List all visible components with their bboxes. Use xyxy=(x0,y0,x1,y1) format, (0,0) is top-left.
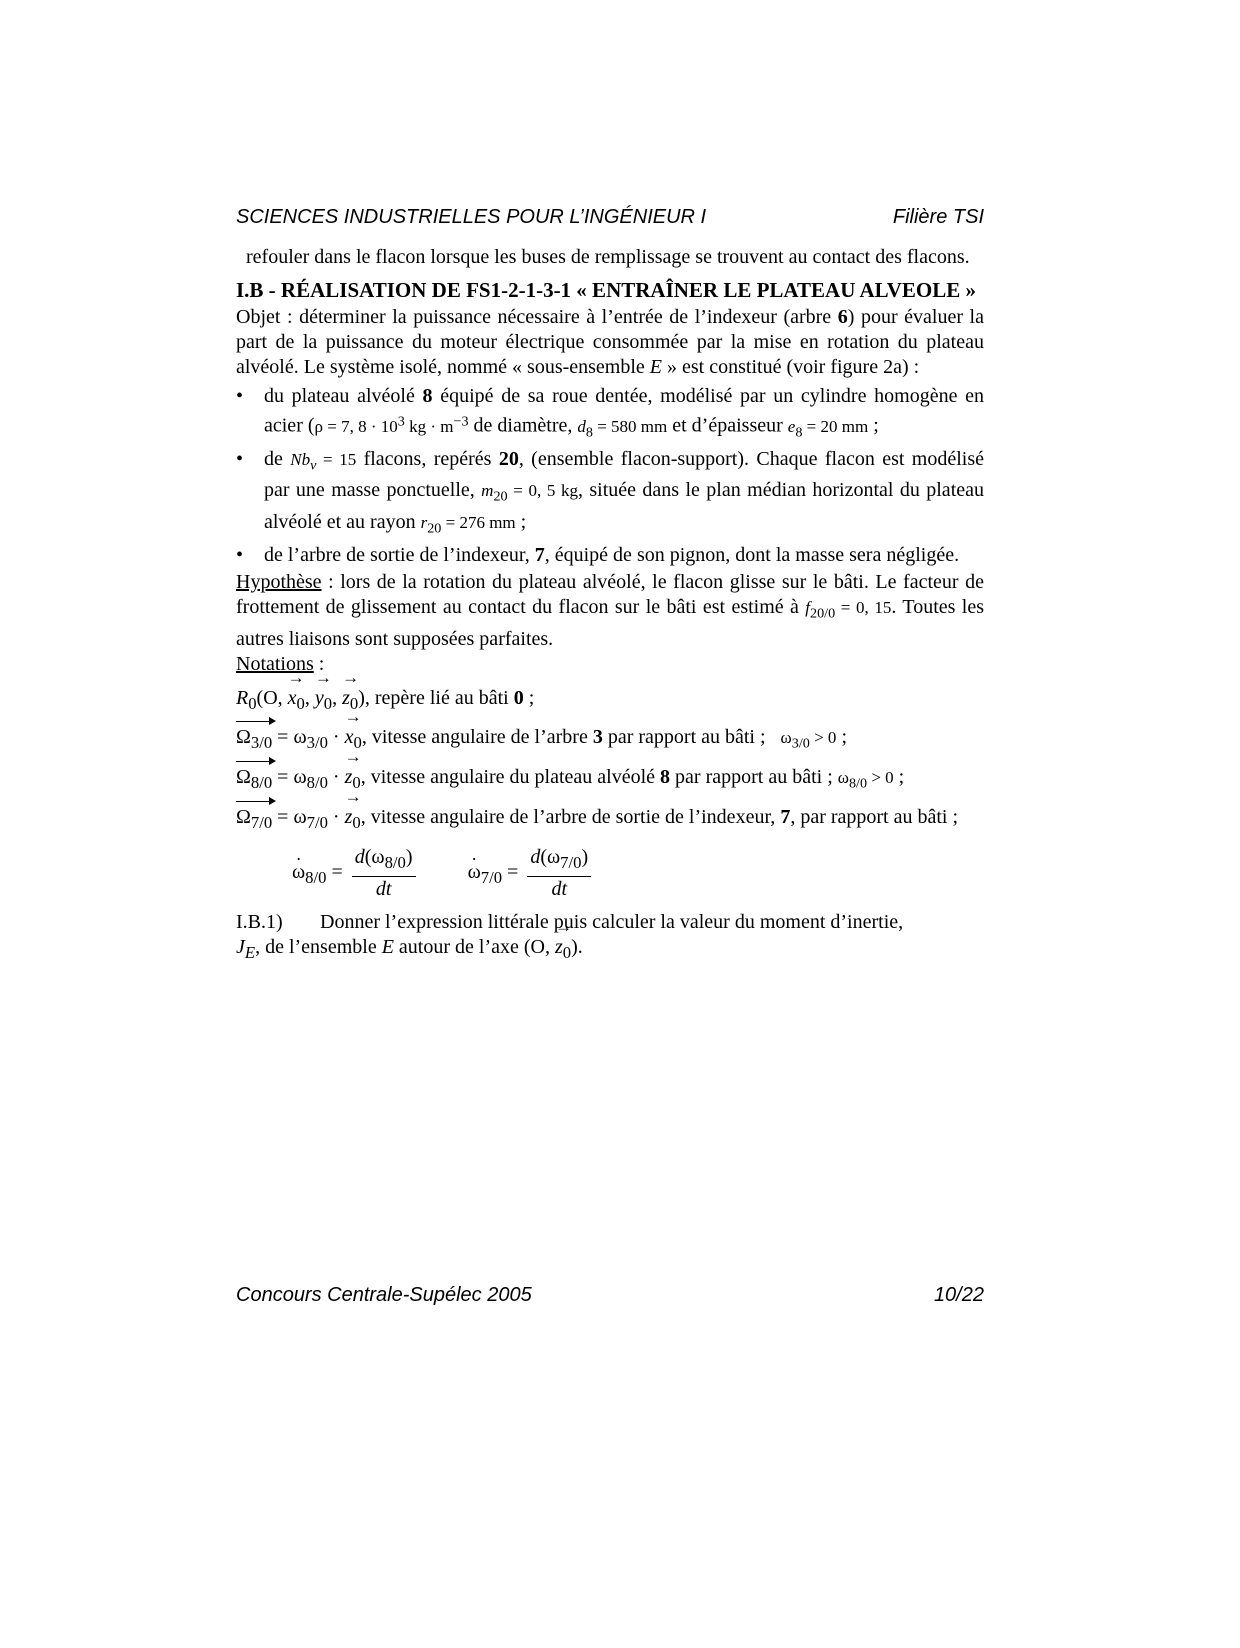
bullet-icon: • xyxy=(236,385,244,407)
continuation-paragraph: refouler dans le flacon lorsque les buses de remplissage se trouvent au contact des flacons. xyxy=(246,246,970,268)
vector-omega: $\Omega_{8/0}$ xyxy=(236,765,272,795)
vector-z: → z xyxy=(342,686,350,711)
vector-omega: $\Omega_{7/0}$ xyxy=(236,805,272,835)
objet-paragraph: Objet : déterminer la puissance nécessaire à l’entrée de l’indexeur (arbre 6) pour évaluer la part de la puissance du moteur électrique consommée par la mise en rotation du plateau alvéolé. Le système isolé, nommé « sous-ensemble E » est constitué (voir figure 2a) : xyxy=(236,306,984,378)
header-track: Filière TSI xyxy=(892,206,984,228)
math-radius: $r_{20} = 276$ mm xyxy=(420,512,516,537)
math-thickness: $e_8 = 20$ mm xyxy=(787,416,869,441)
hypothese-paragraph: Hypothèse : lors de la rotation du plateau alvéolé, le flacon glisse sur le bâti. Le facteur de frottement de glissement au contact du flacon sur le bâti est estimé à $f_{20/0} = 0$, 15. Toutes les autres liaisons sont supposées parfaites. xyxy=(236,571,985,650)
vector-x: → x xyxy=(345,725,354,750)
page-footer xyxy=(236,1284,984,1307)
vector-z: → z xyxy=(345,765,353,790)
notation-omega-8: $\Omega_{8/0} = \omega_{8/0}$ · → $z_0$, vitesse angulaire du plateau alvéolé 8 par rapport au bâti ; $\omega_{8/0} > 0$ ; xyxy=(236,765,984,796)
question-number: I.B.1) xyxy=(236,911,283,934)
list-item: • de $Nb_v = 15$ flacons, repérés 20, (ensemble flacon-support). Chaque flacon est modélisé par une masse ponctuelle, $m_{20} = 0$, 5 kg, située dans le plan médian horizontal du plateau alvéolé et au rayon $r_{20} = 276$ mm ; xyxy=(236,448,984,537)
fraction: $\frac{d(\omega_{7/0})}{dt}$ xyxy=(527,845,591,902)
section-heading: I.B - RÉALISATION DE FS1-2-1-3-1 « ENTRAÎNER LE PLATEAU ALVEOLE » xyxy=(236,278,976,302)
list-item: • de l’arbre de sortie de l’indexeur, 7, équipé de son pignon, dont la masse sera négligée. xyxy=(236,544,960,567)
vector-y: → y xyxy=(315,686,324,711)
hypothese-label: Hypothèse xyxy=(236,571,322,594)
math-diameter: $d_8 = 580$ mm xyxy=(577,416,668,441)
notation-omega-7: $\Omega_{7/0} = \omega_{7/0}$ · → $z_0$, vitesse angulaire de l’arbre de sortie de l’indexeur, 7, par rapport au bâti ; xyxy=(236,805,984,835)
bullet-icon: • xyxy=(236,448,244,471)
math-count: $Nb_v = 15$ xyxy=(290,450,357,474)
notations-heading: Notations : xyxy=(236,652,325,675)
page-body xyxy=(236,245,984,965)
math-rho: ρ = 7, $8 \cdot 10^3$ kg · $m^{-3}$ xyxy=(314,413,469,436)
footer-source: Concours Centrale-Supélec 2005 xyxy=(236,1284,532,1306)
vector-x: → x xyxy=(288,686,297,711)
page-number: 10/22 xyxy=(933,1284,984,1306)
vector-omega: $\Omega_{3/0}$ xyxy=(236,725,272,755)
question-text-end: $J_E$, de l’ensemble E autour de l’axe (O, → $z_0$). xyxy=(236,935,984,965)
vector-z: → z xyxy=(345,805,353,830)
math-var: E xyxy=(649,356,663,378)
header-title: SCIENCES INDUSTRIELLES POUR L’INGÉNIEUR I xyxy=(236,206,707,228)
math-friction: $f_{20/0} = 0$, 15 xyxy=(805,598,892,622)
math-mass: $m_{20} = 0$, 5 kg xyxy=(481,481,578,505)
question-ib1 xyxy=(236,910,984,935)
equation-omega-7-dot: · $\omega_{7/0}$ = $\frac{d(\omega_{7/0})}{dt}$ xyxy=(468,845,596,902)
bullet-icon: • xyxy=(236,544,244,567)
notation-frame: $R_0(O$, → $x_0$, → $y_0$, → $z_0$), repère lié au bâti 0 ; xyxy=(236,686,984,716)
component-list xyxy=(236,384,984,568)
equation-omega-8-dot: · $\omega_{8/0}$ = $\frac{d(\omega_{8/0})}{dt}$ xyxy=(292,845,420,902)
notation-omega-3: $\Omega_{3/0} = \omega_{3/0}$ · → $x_0$, vitesse angulaire de l’arbre 3 par rapport au bâti ; $\omega_{3/0} > 0$ ; xyxy=(236,725,984,756)
page-header xyxy=(236,206,984,229)
list-item: • du plateau alvéolé 8 équipé de sa roue dentée, modélisé par un cylindre homogène en acier (ρ = 7, $8 \cdot 10^3$ kg · $m^{-3}$ de diamètre, $d_8 = 580$ mm et d’épaisseur $e_8 = 20$ mm ; xyxy=(236,385,985,441)
part-number: 6 xyxy=(837,306,848,328)
derivative-equations xyxy=(292,845,984,902)
fraction: $\frac{d(\omega_{8/0})}{dt}$ xyxy=(352,845,416,902)
question-text-start: Donner l’expression littérale puis calculer la valeur du moment d’inertie, xyxy=(320,911,904,934)
vector-z: → z xyxy=(555,935,563,960)
